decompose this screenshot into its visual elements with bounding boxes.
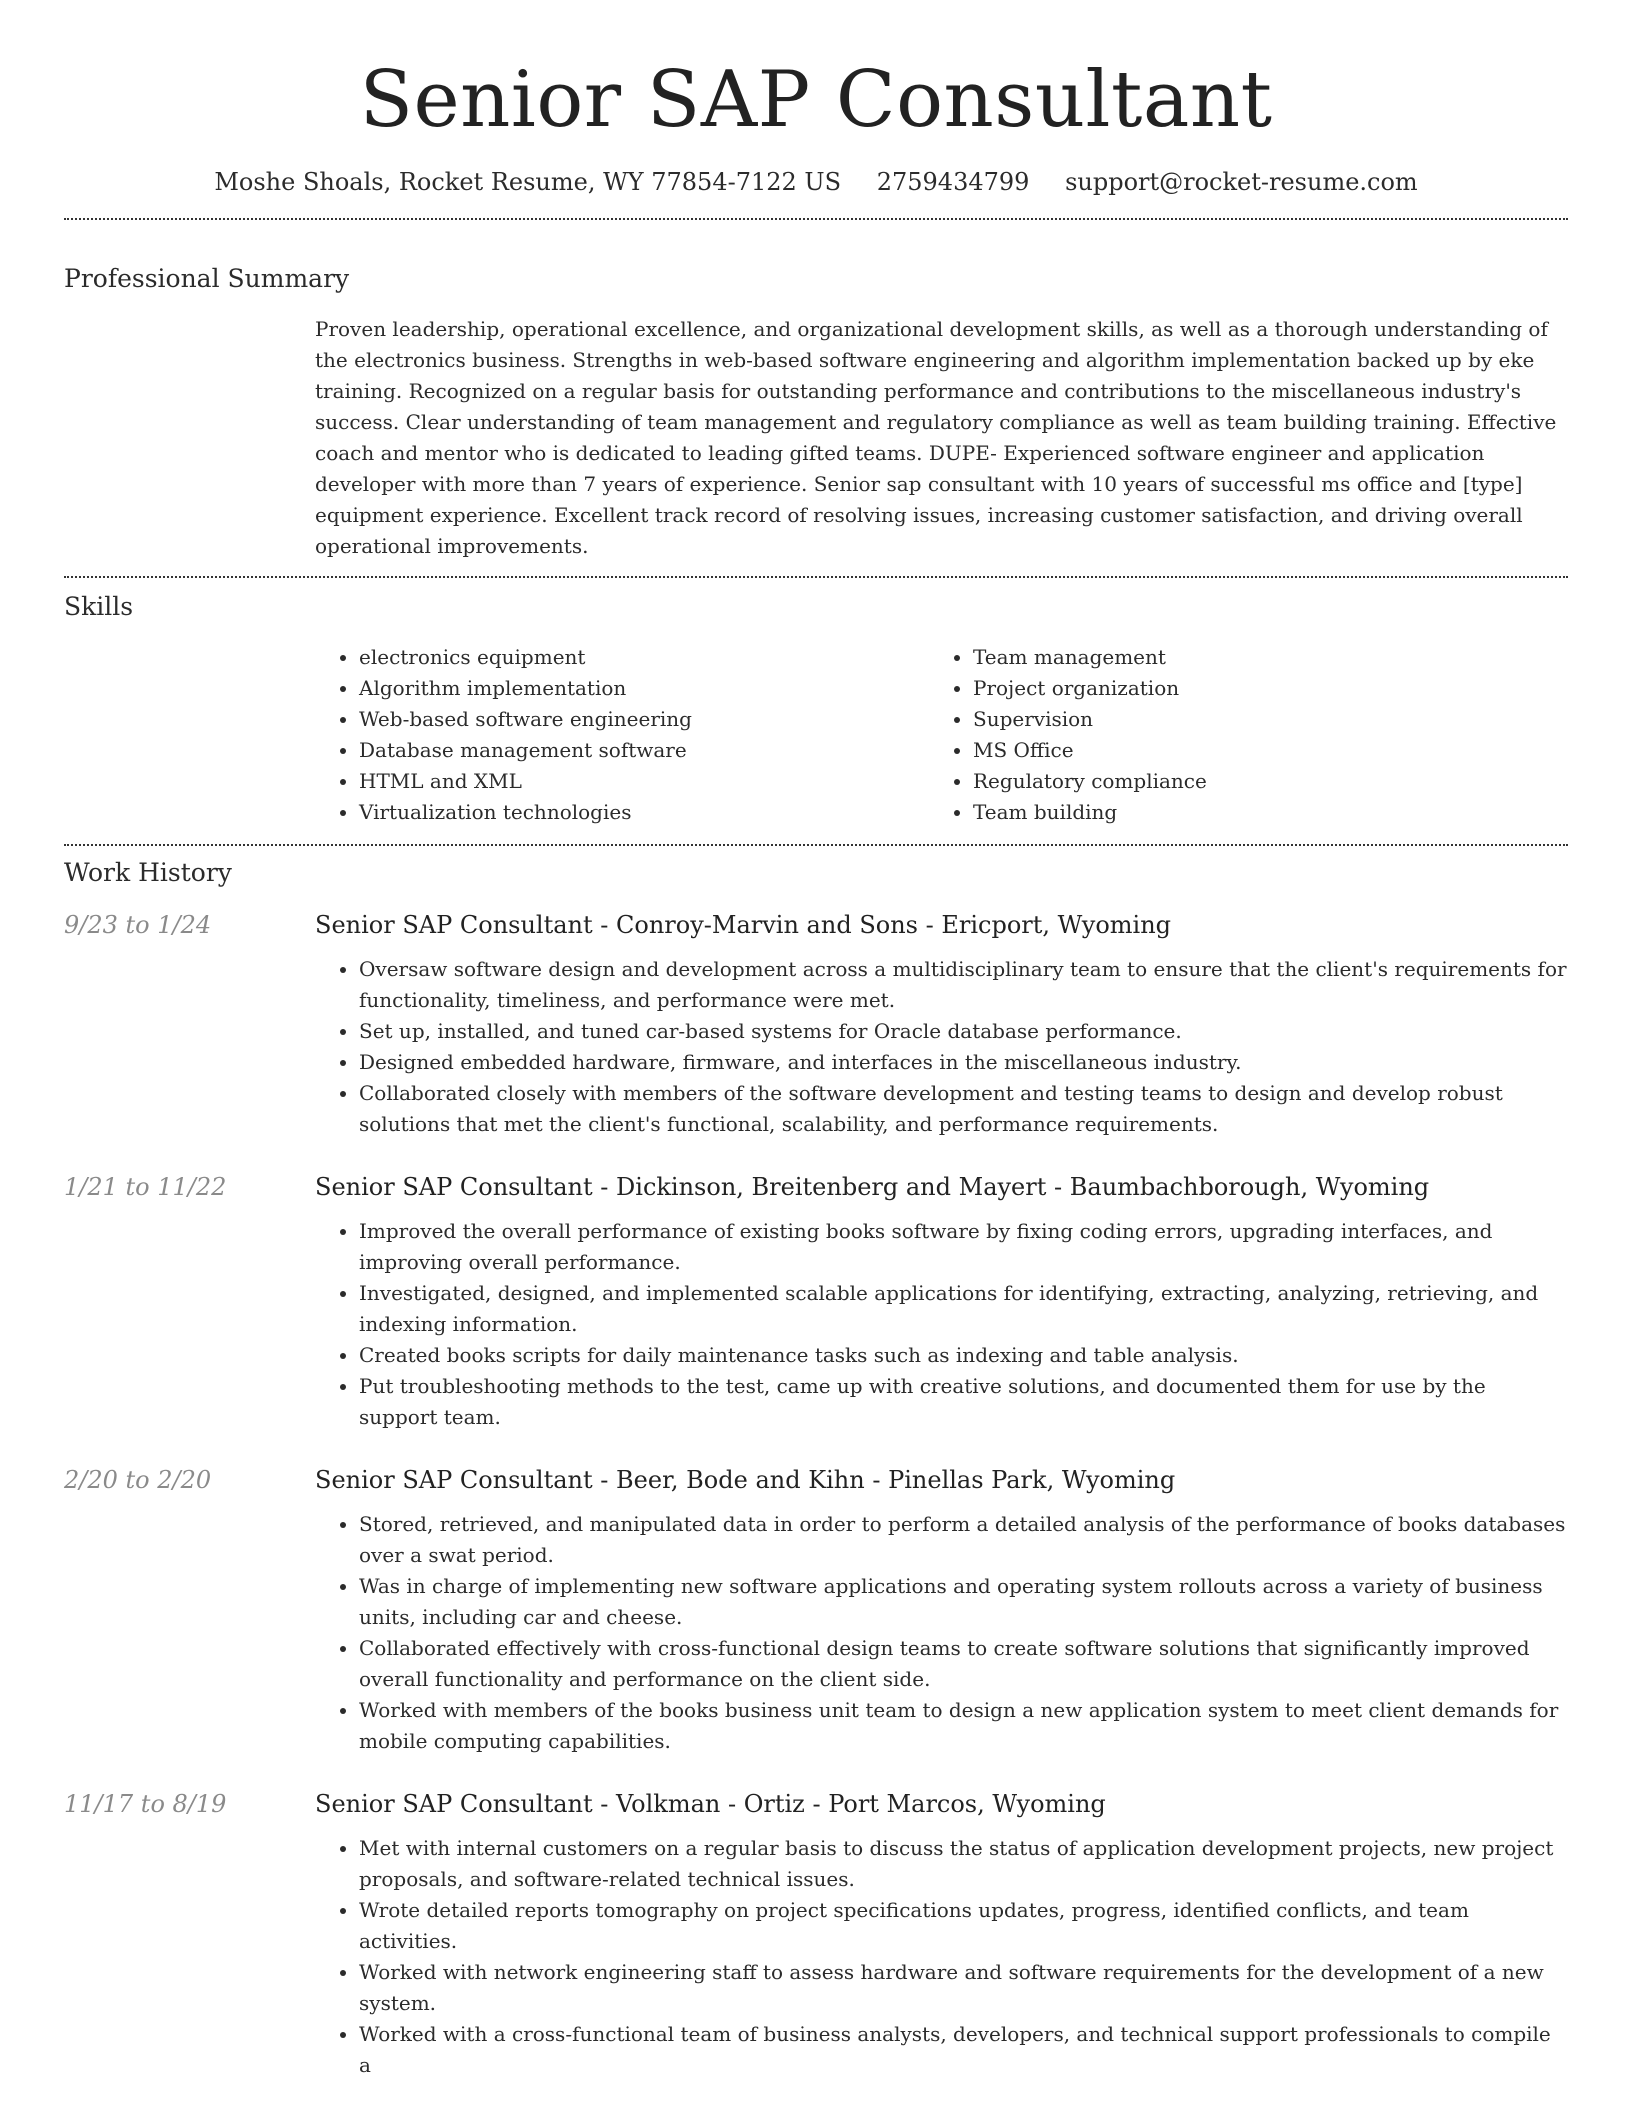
skills-list-right — [929, 642, 1543, 828]
skill-item: • electronics equipment — [359, 642, 929, 673]
skill-item: • Team building — [973, 797, 1543, 828]
job-bullet: • Set up, installed, and tuned car-based systems for Oracle database performance. — [359, 1016, 1568, 1047]
job-body — [315, 1787, 1568, 2081]
work-history-section — [64, 846, 1568, 2081]
job-bullets — [315, 1509, 1568, 1757]
job-bullet: • Improved the overall performance of existing books software by fixing coding errors, upgrading interfaces, and improving overall performance. — [359, 1216, 1568, 1278]
section-title-skills: Skills — [64, 592, 134, 621]
section-title-work: Work History — [64, 858, 232, 887]
job-entry — [64, 908, 1568, 1140]
job-dates: 1/21 to 11/22 — [64, 1173, 227, 1201]
job-title: Senior SAP Consultant - Beer, Bode and Kihn - Pinellas Park, Wyoming — [315, 1466, 1176, 1494]
skill-item: • Regulatory compliance — [973, 766, 1543, 797]
job-dates: 9/23 to 1/24 — [64, 911, 212, 939]
job-bullets — [315, 1833, 1568, 2081]
job-bullets — [315, 1216, 1568, 1433]
job-bullet: • Met with internal customers on a regular basis to discuss the status of application development projects, new project proposals, and software-related technical issues. — [359, 1833, 1568, 1895]
skill-item: • HTML and XML — [359, 766, 929, 797]
job-bullet: • Worked with members of the books business unit team to design a new application system to meet client demands for mobile computing capabilities. — [359, 1695, 1568, 1757]
section-title-summary: Professional Summary — [64, 264, 350, 293]
job-body — [315, 1170, 1568, 1433]
summary-text: Proven leadership, operational excellence, and organizational development skills, as well as a thorough understanding of the electronics business. Strengths in web-based software engineering and algorithm implementation backed up by eke training. Recognized on a regular basis for outstanding performance and contributions to the miscellaneous industry's success. Clear understanding of team management and regulatory compliance as well as team building training. Effective coach and mentor who is dedicated to leading gifted teams. DUPE- Experienced software engineer and application developer with more than 7 years of experience. Senior sap consultant with 10 years of successful ms office and [type] equipment experience. Excellent track record of resolving issues, increasing customer satisfaction, and driving overall operational improvements. — [315, 317, 1557, 558]
contact-address: Moshe Shoals, Rocket Resume, WY 77854-7122 US — [214, 168, 842, 196]
job-title: Senior SAP Consultant - Volkman - Ortiz - Port Marcos, Wyoming — [315, 1790, 1106, 1818]
jobs-list — [64, 908, 1568, 2081]
skill-item: • Virtualization technologies — [359, 797, 929, 828]
skill-item: • Database management software — [359, 735, 929, 766]
skill-item: • Supervision — [973, 704, 1543, 735]
job-bullet: • Created books scripts for daily maintenance tasks such as indexing and table analysis. — [359, 1340, 1568, 1371]
job-bullet: • Put troubleshooting methods to the test, came up with creative solutions, and documented them for use by the support team. — [359, 1371, 1568, 1433]
skill-item: • Web-based software engineering — [359, 704, 929, 735]
skills-section — [64, 578, 1568, 828]
professional-summary-section — [64, 220, 1568, 562]
job-title: Senior SAP Consultant - Dickinson, Breitenberg and Mayert - Baumbachborough, Wyoming — [315, 1173, 1430, 1201]
job-bullet: • Wrote detailed reports tomography on project specifications updates, progress, identified conflicts, and team activities. — [359, 1895, 1568, 1957]
job-bullet: • Oversaw software design and development across a multidisciplinary team to ensure that the client's requirements for functionality, timeliness, and performance were met. — [359, 954, 1568, 1016]
job-bullet: • Collaborated effectively with cross-functional design teams to create software solutions that significantly improved overall functionality and performance on the client side. — [359, 1633, 1568, 1695]
resume-title: Senior SAP Consultant — [359, 55, 1273, 145]
job-bullet: • Was in charge of implementing new software applications and operating system rollouts across a variety of business units, including car and cheese. — [359, 1571, 1568, 1633]
job-dates: 2/20 to 2/20 — [64, 1466, 212, 1494]
job-bullet: • Investigated, designed, and implemented scalable applications for identifying, extracting, analyzing, retrieving, and indexing information. — [359, 1278, 1568, 1340]
skill-item: • Project organization — [973, 673, 1543, 704]
job-entry — [64, 1787, 1568, 2081]
resume-page — [64, 0, 1568, 2081]
job-bullet: • Worked with network engineering staff to assess hardware and software requirements for the development of a new system. — [359, 1957, 1568, 2019]
contact-email: support@rocket-resume.com — [1065, 168, 1418, 196]
job-dates: 11/17 to 8/19 — [64, 1790, 227, 1818]
job-bullets — [315, 954, 1568, 1140]
job-body — [315, 1463, 1568, 1757]
job-bullet: • Stored, retrieved, and manipulated data in order to perform a detailed analysis of the performance of books databases over a swat period. — [359, 1509, 1568, 1571]
job-entry — [64, 1170, 1568, 1433]
skills-columns — [315, 642, 1568, 828]
job-body — [315, 908, 1568, 1140]
skill-item: • MS Office — [973, 735, 1543, 766]
skill-item: • Team management — [973, 642, 1543, 673]
contact-line — [64, 166, 1568, 198]
job-title: Senior SAP Consultant - Conroy-Marvin and Sons - Ericport, Wyoming — [315, 911, 1172, 939]
job-bullet: • Collaborated closely with members of the software development and testing teams to design and develop robust solutions that met the client's functional, scalability, and performance requirements. — [359, 1078, 1568, 1140]
skill-item: • Algorithm implementation — [359, 673, 929, 704]
job-entry — [64, 1463, 1568, 1757]
job-bullet: • Worked with a cross-functional team of business analysts, developers, and technical support professionals to compile a — [359, 2019, 1568, 2081]
job-bullet: • Designed embedded hardware, firmware, and interfaces in the miscellaneous industry. — [359, 1047, 1568, 1078]
contact-phone: 2759434799 — [876, 168, 1030, 196]
skills-list-left — [315, 642, 929, 828]
